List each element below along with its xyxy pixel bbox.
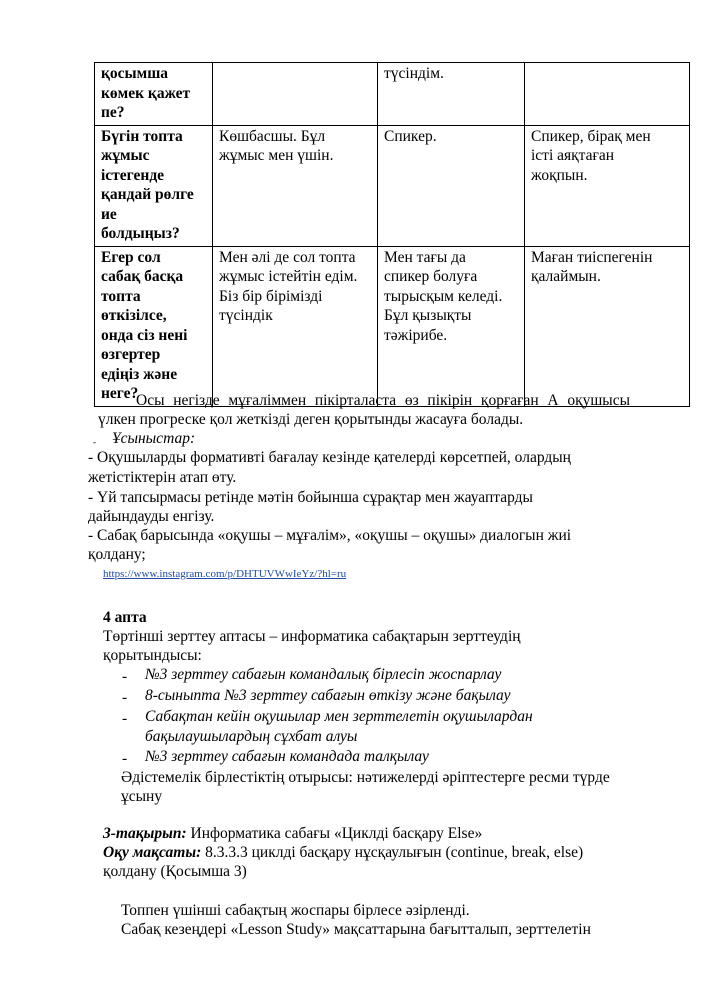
suggestion-line: - Сабақ барысында «оқушы – мұғалім», «оқушы – оқушы» диалогын жиі	[88, 527, 572, 544]
answer-cell: Көшбасшы. Бұл жұмыс мен үшін.	[213, 125, 378, 246]
question-cell: қосымша көмек қажет пе?	[95, 63, 213, 126]
dash-marker: -	[93, 437, 96, 447]
question-cell: Бүгін топта жұмыс істегенде қандай рөлге ие болдыңыз?	[95, 125, 213, 246]
answer-cell: түсіндім.	[378, 63, 525, 126]
week-intro: Төртінші зерттеу аптасы – информатика сабақтарын зерттеудің	[103, 628, 521, 645]
list-item-continued: бақылаушылардың сұхбат алуы	[145, 728, 358, 745]
list-item: 8-сыныпта №3 зерттеу сабағын өткізу және бақылау	[145, 687, 511, 704]
suggestion-line: қолдану;	[88, 546, 146, 563]
instagram-link[interactable]: https://www.instagram.com/p/DHTUVWwIeYz/?hl=ru	[103, 568, 347, 580]
section-title: 4 апта	[103, 609, 147, 626]
list-item: №3 зерттеу сабағын командалық бірлесіп жоспарлау	[145, 666, 502, 683]
method-line: Әдістемелік бірлестіктің отырысы: нәтижелерді әріптестерге ресми түрде	[121, 769, 610, 786]
goal-label: Оқу мақсаты:	[103, 844, 202, 861]
suggestions-heading: Ұсыныстар:	[112, 430, 196, 447]
table-row	[95, 63, 690, 126]
answer-cell: Мен әлі де сол топта жұмыс істейтін едім. Біз бір бірімізді түсіндік	[213, 246, 378, 406]
suggestion-line: - Үй тапсырмасы ретінде мәтін бойынша сұрақтар мен жауаптарды	[88, 489, 533, 506]
answer-cell	[213, 63, 378, 126]
answer-cell: Мен тағы да спикер болуға тырысқым келеді. Бұл қызықты тәжірибе.	[378, 246, 525, 406]
list-item: Сабақтан кейін оқушылар мен зерттелетін оқушылардан	[145, 708, 533, 725]
suggestion-line: жетістіктерін атап өту.	[88, 469, 237, 486]
bullet-marker: -	[122, 668, 128, 685]
conclusion-line: үлкен прогреске қол жеткізді деген қорытынды жасауға болады.	[98, 411, 524, 428]
bullet-marker: -	[122, 710, 128, 727]
conclusion-line: Осы негізде мұғаліммен пікірталаста өз пікірін қорғаған А оқушысы	[136, 392, 630, 409]
method-line: ұсыну	[121, 788, 163, 805]
table-row	[95, 246, 690, 406]
goal-line-continued: қолдану (Қосымша 3)	[103, 863, 247, 880]
answer-cell: Спикер, бірақ мен істі аяқтаған жоқпын.	[525, 125, 690, 246]
goal-text: 8.3.3.3 циклді басқару нұсқаулығын (continue, break, else)	[201, 844, 584, 861]
question-cell: Егер сол сабақ басқа топта өткізілсе, онда сіз нені өзгертер едіңіз және неге?	[95, 246, 213, 406]
closing-line: Топпен үшінші сабақтың жоспары бірлесе әзірленді.	[121, 902, 470, 919]
bullet-marker: -	[122, 689, 128, 706]
bullet-marker: -	[122, 750, 128, 767]
topic-line	[103, 824, 482, 844]
goal-line	[103, 843, 583, 863]
closing-line: Сабақ кезеңдері «Lesson Study» мақсаттарына бағытталып, зерттелетін	[121, 921, 591, 938]
answer-cell: Спикер.	[378, 125, 525, 246]
table-row	[95, 125, 690, 246]
answer-cell: Маған тиіспегенін қалаймын.	[525, 246, 690, 406]
topic-text: Информатика сабағы «Циклді басқару Else»	[186, 825, 483, 842]
topic-label: 3-тақырып:	[103, 825, 187, 842]
week-intro: қорытындысы:	[103, 647, 202, 664]
answer-cell	[525, 63, 690, 126]
suggestion-line: - Оқушыларды формативті бағалау кезінде қателерді көрсетпей, олардың	[88, 449, 571, 466]
reflection-table	[94, 62, 690, 407]
list-item: №3 зерттеу сабағын командада талқылау	[145, 748, 429, 765]
suggestion-line: дайындауды енгізу.	[88, 508, 215, 525]
